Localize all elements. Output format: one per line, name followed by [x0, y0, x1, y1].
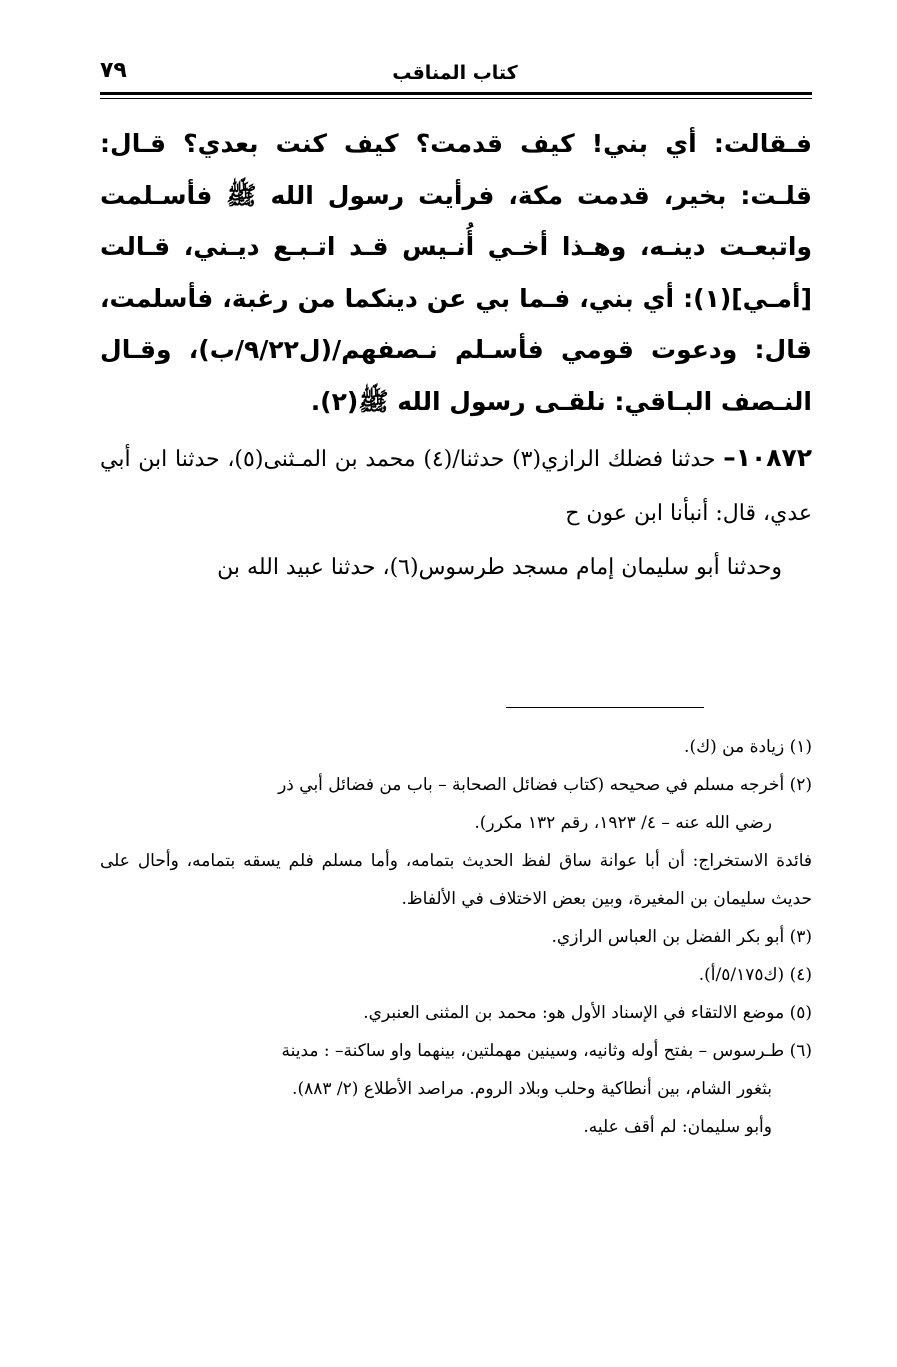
main-text — [100, 118, 812, 595]
footnotes — [100, 728, 812, 1146]
header-rule-thin — [100, 98, 812, 99]
page-number: ٧٩ — [100, 58, 127, 83]
footnote-2: (٢) أخرجه مسلم في صحيحه (كتاب فضائل الصحابة – باب من فضائل أبي ذر — [278, 775, 812, 795]
bold-paragraph: فـقالت: أي بني! كيف قدمت؟ كيف كنت بعدي؟ قـال: قلـت: بخير، قدمت مكة، فرأيت رسول الله ﷺ فأسـلمت واتبعـت دينـه، وهـذا أخـي أُنـيس قـد اتـبـع ديـني، قـالت [أمـي](١): أي بني، فـما بي عن دينكما من رغبة، فأسلمت، قال: ودعوت قومي فأسـلم نـصفهم/(ل٩/٢٢/ب)، وقـال النـصف البـاقي: نلقـى رسول الله ﷺ(٢). — [100, 129, 812, 416]
hadith-paragraph — [100, 431, 812, 541]
footnote-2-continuation: رضي الله عنه – ٤/ ١٩٢٣، رقم ١٣٢ مكرر). — [474, 813, 772, 833]
footnote-separator — [506, 707, 704, 708]
header-rule-thick — [100, 92, 812, 95]
hadith-number: ١٠٨٧٢– — [723, 443, 812, 472]
hadith-line-2: وحدثنا أبو سليمان إمام مسجد طرسوس(٦)، حدثنا عبيد الله بن — [217, 555, 782, 580]
footnote-6-continuation: بثغور الشام، بين أنطاكية وحلب وبلاد الروم. مراصد الأطلاع (٢/ ٨٨٣). — [292, 1079, 772, 1099]
running-header — [100, 58, 810, 94]
hadith-line-1: حدثنا فضلك الرازي(٣) حدثنا/(٤) محمد بن المـثنى(٥)، حدثنا ابن أبي عدي، قال: أنبأنا ابن عون ح — [100, 447, 812, 526]
footnote-3: (٣) أبو بكر الفضل بن العباس الرازي. — [551, 927, 812, 947]
footnote-6-note: وأبو سليمان: لم أقف عليه. — [583, 1117, 772, 1137]
footnote-2-note: فائدة الاستخراج: أن أبا عوانة ساق لفظ الحديث بتمامه، وأما مسلم فلم يسقه بتمامه، وأحال على حديث سليمان بن المغيرة، وبين بعض الاختلاف في الألفاظ. — [100, 851, 812, 909]
header-title: كتاب المناقب — [392, 62, 518, 84]
footnote-5: (٥) موضع الالتقاء في الإسناد الأول هو: محمد بن المثنى العنبري. — [363, 1003, 812, 1023]
footnote-4: (٤) (ك٥/١٧٥/أ). — [698, 965, 812, 985]
footnote-6: (٦) طـرسوس – بفتح أوله وثانيه، وسينين مهملتين، بينهما واو ساكنة– : مدينة — [281, 1041, 812, 1061]
footnote-1: (١) زيادة من (ك). — [684, 737, 812, 757]
